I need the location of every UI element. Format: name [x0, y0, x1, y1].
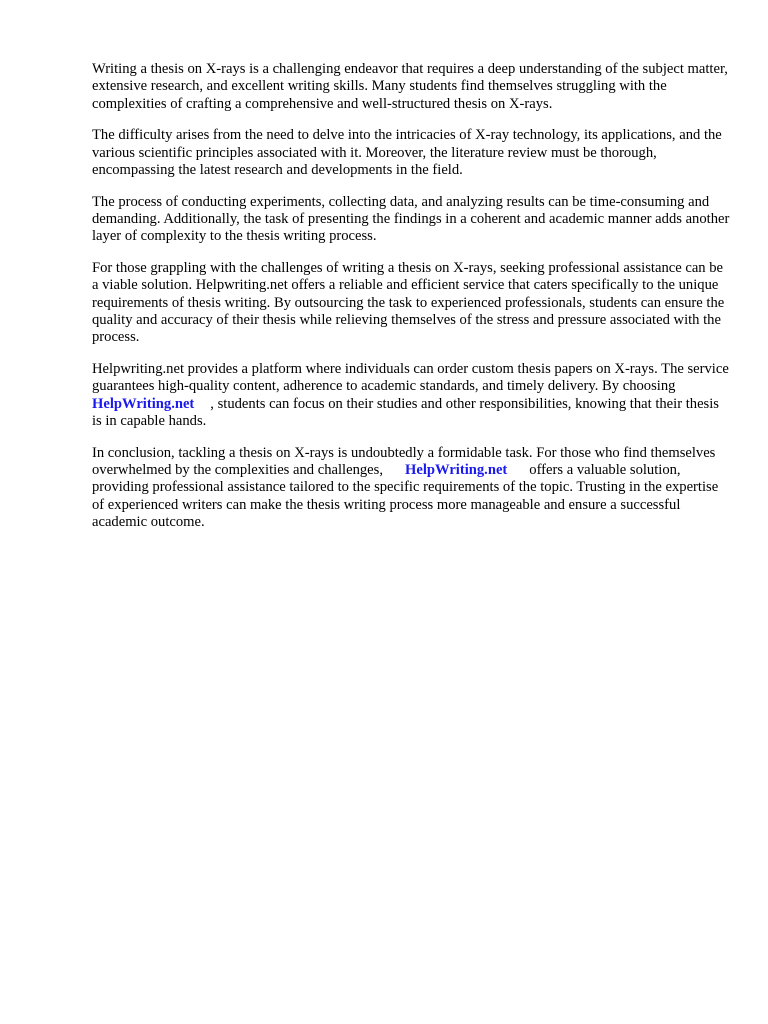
paragraph-conclusion-text-before: In conclusion, tackling a thesis on X-rays is undoubtedly a formidable task. For those who find themselves overwhelmed by the complexities and challenges, [92, 444, 716, 479]
paragraph-conclusion [92, 445, 732, 531]
paragraph-platform-text-before: Helpwriting.net provides a platform where individuals can order custom thesis papers on X-rays. The service guarantees high-quality content, adherence to academic standards, and timely delivery. By choosing [92, 361, 729, 395]
paragraph-conclusion-text-after: offers a valuable solution, providing professional assistance tailored to the specific requirements of the topic. Trusting in the expertise of experienced writers can make the thesis writing process more manageable and ensure a successful academic outcome. [92, 462, 719, 531]
paragraph-platform-text-after: , students can focus on their studies and other responsibilities, knowing that their thesis is in capable hands. [92, 395, 719, 430]
paragraph-assistance: For those grappling with the challenges of writing a thesis on X-rays, seeking professional assistance can be a viable solution. Helpwriting.net offers a reliable and efficient service that caters specifically to the unique requirements of thesis writing. By outsourcing the task to experienced professionals, students can ensure the quality and accuracy of their thesis while relieving themselves of the stress and pressure associated with the process. [92, 260, 725, 346]
paragraph-process: The process of conducting experiments, collecting data, and analyzing results can be time-consuming and demanding. Additionally, the task of presenting the findings in a coherent and academic manner adds another layer of complexity to the thesis writing process. [92, 193, 730, 245]
paragraph-platform [92, 361, 732, 430]
paragraph-difficulty: The difficulty arises from the need to delve into the intricacies of X-ray technology, its applications, and the various scientific principles associated with it. Moreover, the literature review must be thorough, encompassing the latest research and developments in the field. [92, 127, 722, 178]
document-body [92, 61, 732, 546]
helpwriting-link-1[interactable]: HelpWriting.net [92, 395, 195, 412]
helpwriting-link-2[interactable]: HelpWriting.net [404, 462, 508, 479]
paragraph-intro: Writing a thesis on X-rays is a challenging endeavor that requires a deep understanding of the subject matter, extensive research, and excellent writing skills. Many students find themselves struggling with the complexities of crafting a comprehensive and well-structured thesis on X-rays. [92, 61, 728, 112]
